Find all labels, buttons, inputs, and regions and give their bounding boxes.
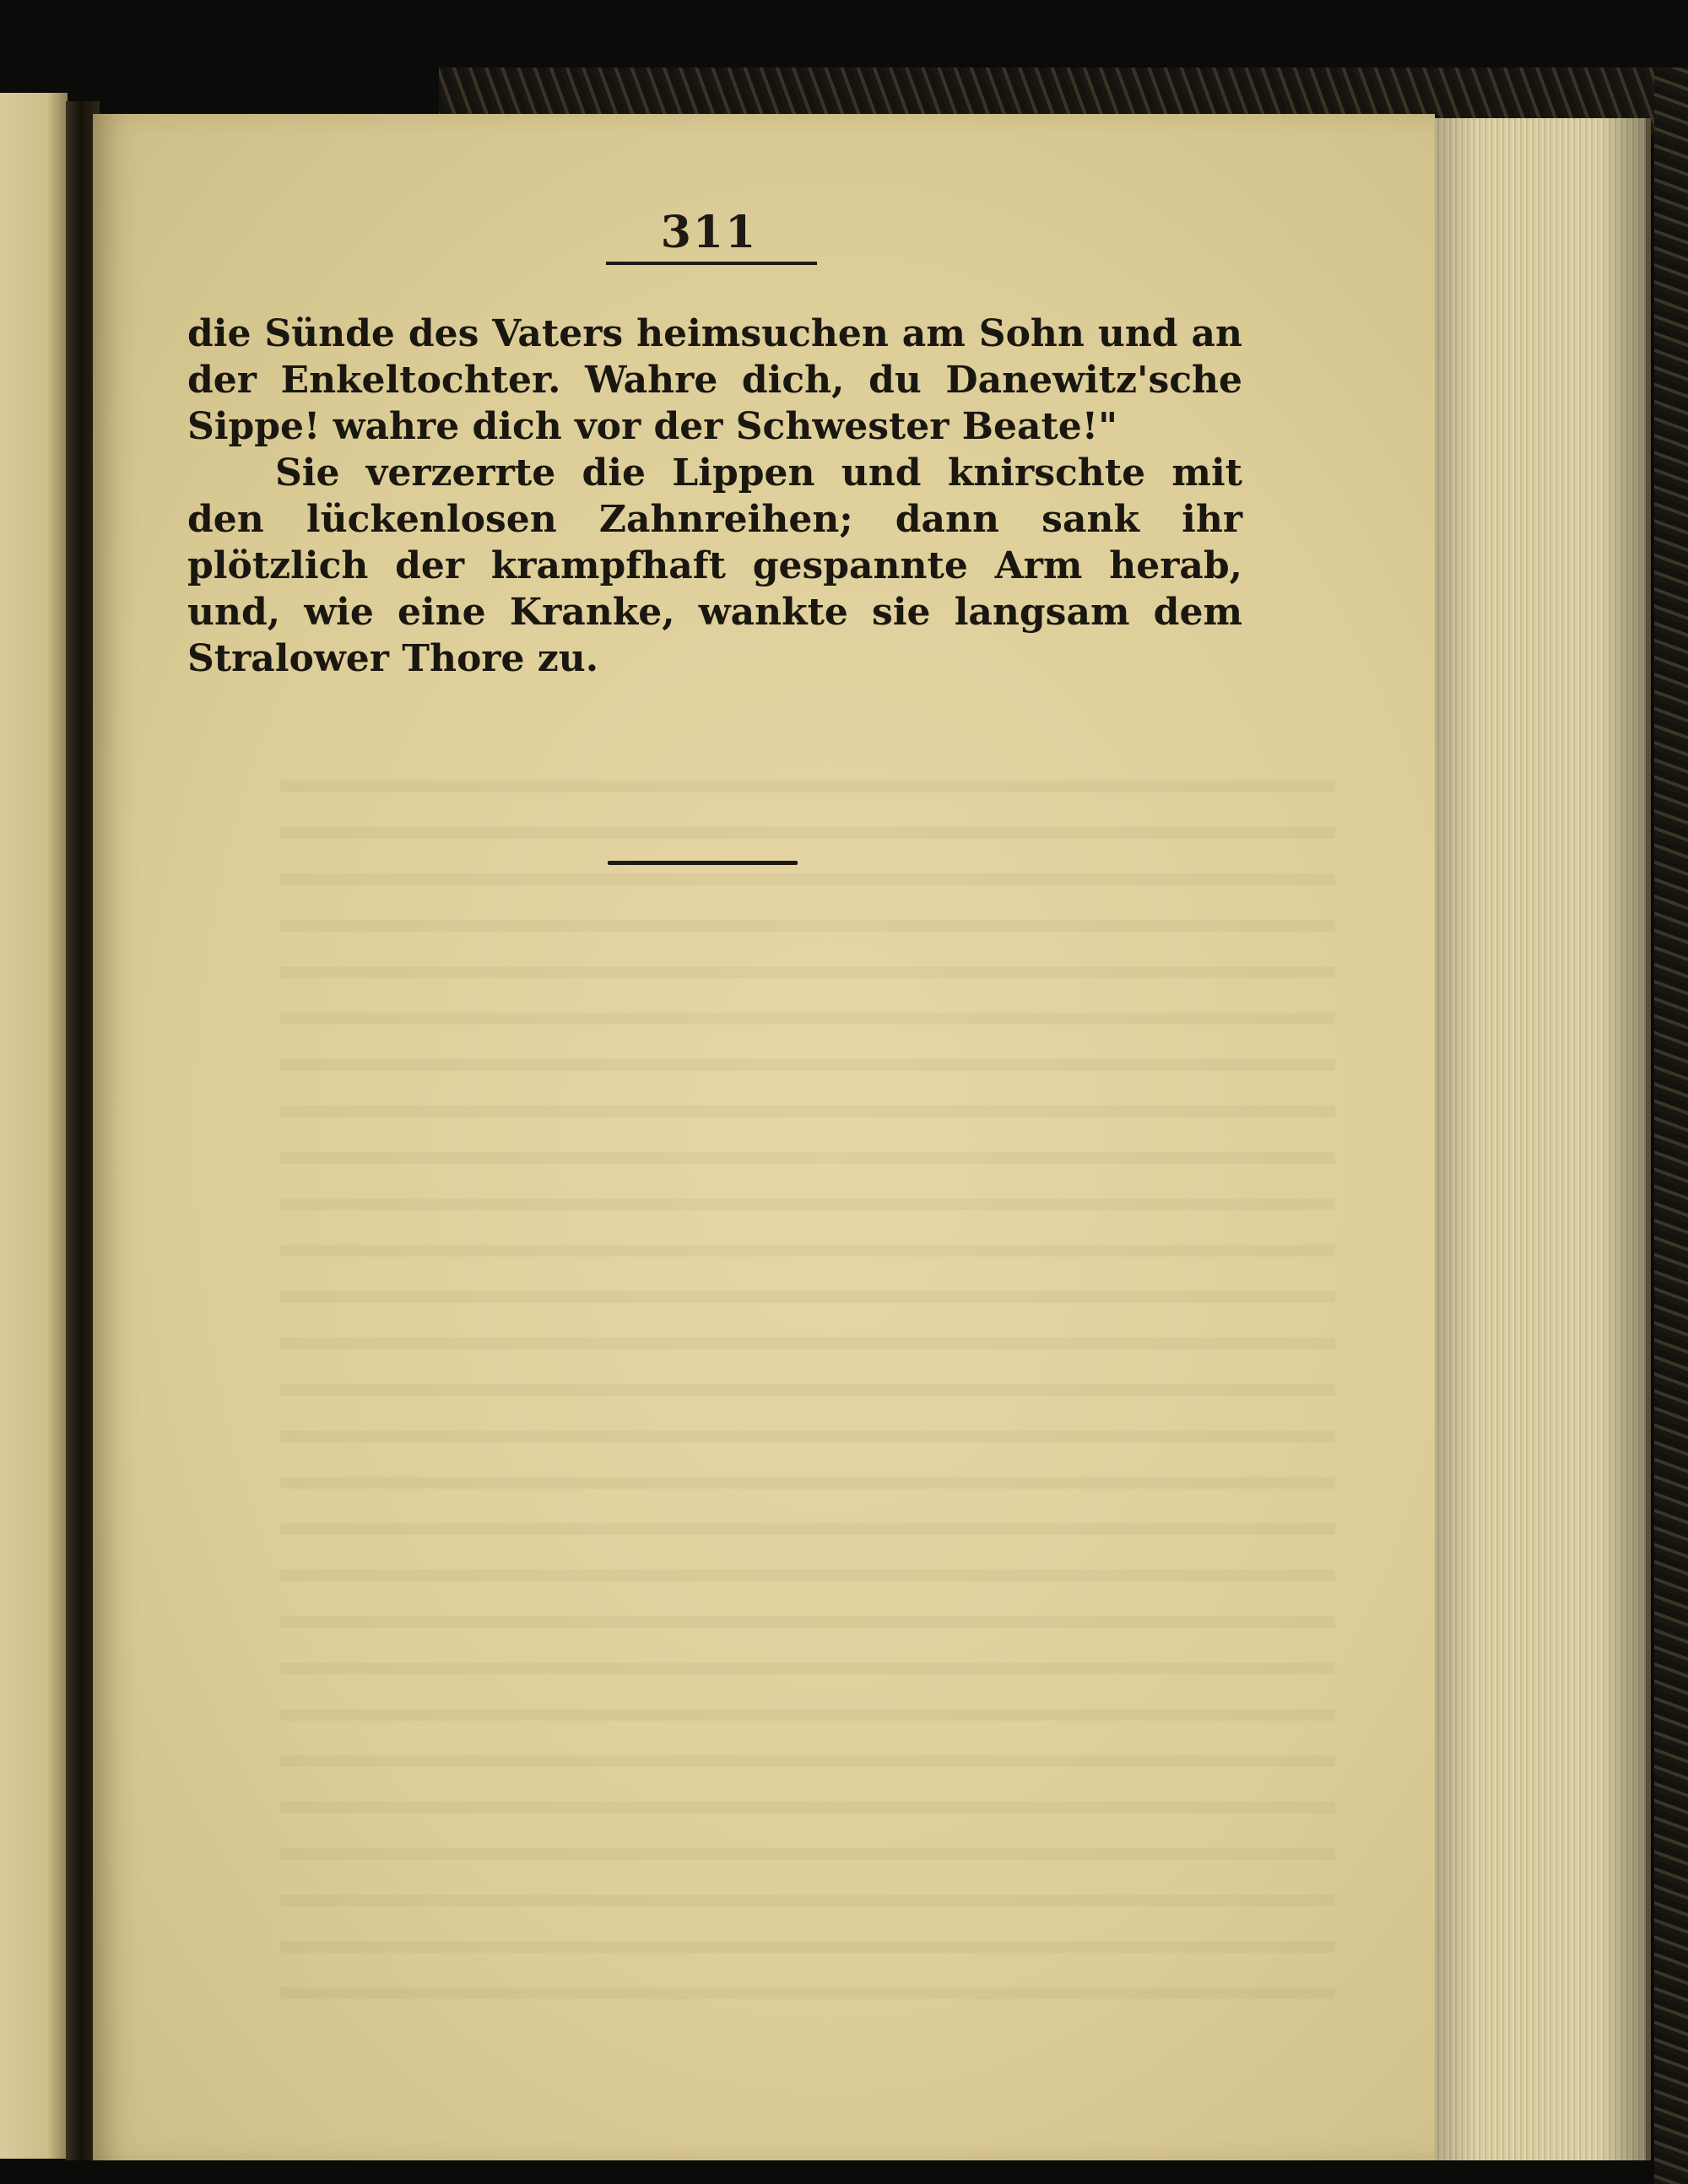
reverse-page-show-through	[280, 755, 1335, 2021]
chapter-end-rule	[608, 861, 798, 865]
paragraph-2: Sie verzerrte die Lippen und knirschte mit den lückenlosen Zahnreihen; dann sank ihr plötzlich der krampfhaft gespannte Arm herab, und, wie eine Kranke, wankte sie langsam dem Stralower Thore zu.	[187, 451, 1242, 680]
header-rule	[606, 262, 817, 265]
paragraph-1: die Sünde des Vaters heimsuchen am Sohn und an der Enkeltochter. Wahre dich, du Danewitz'sche Sippe! wahre dich vor der Schwester Beate!"	[187, 312, 1242, 448]
book-cover-right	[1654, 68, 1688, 2184]
body-text	[187, 311, 1242, 682]
previous-page-edge	[0, 93, 68, 2159]
page-number: 311	[660, 207, 758, 258]
page-edges-shadow	[1418, 118, 1646, 2160]
